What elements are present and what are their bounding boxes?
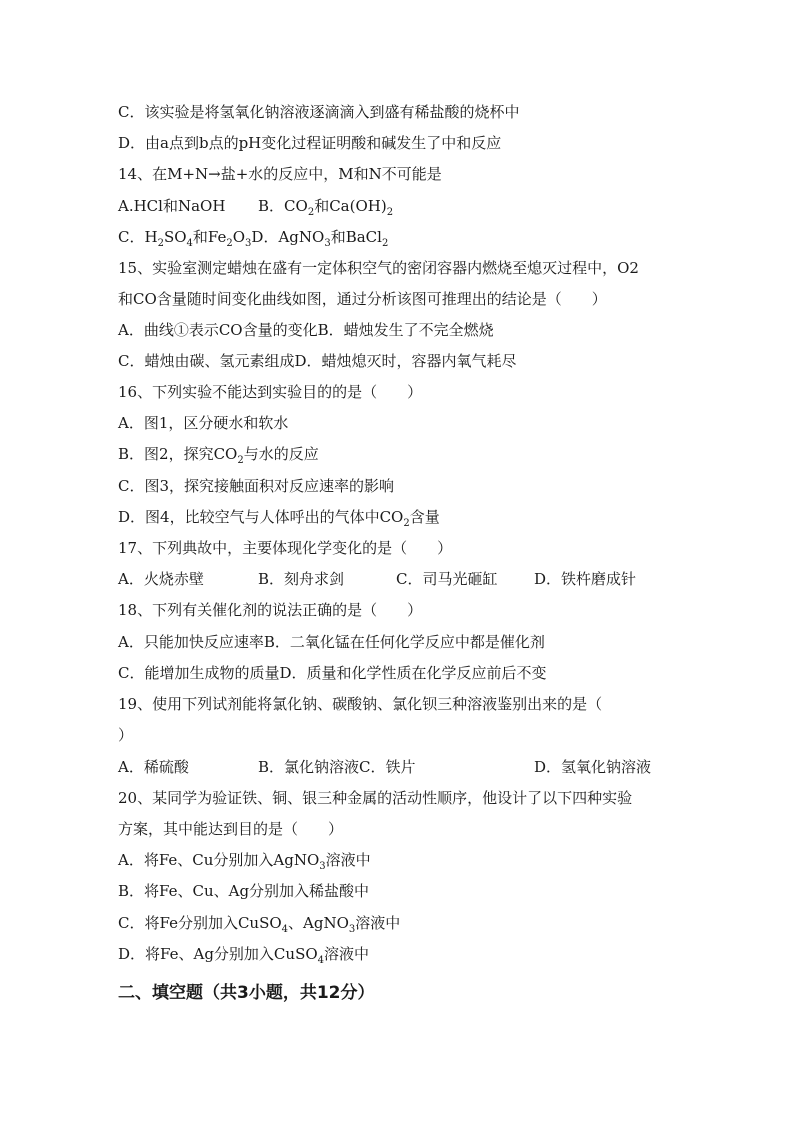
q17-option-c: C．司马光砸缸 [396, 570, 498, 588]
q17-option-a: A．火烧赤壁 [118, 570, 204, 588]
q16-stem: 16、下列实验不能达到实验目的的是（ ） [118, 383, 423, 401]
section-title-fill-in: 二、填空题（共3小题，共12分） [118, 983, 375, 1003]
q14-option-c: C．$H_2SO_4$和$Fe_2O_3$ [118, 228, 252, 249]
q18-stem: 18、下列有关催化剂的说法正确的是（ ） [118, 601, 423, 619]
q20-option-a: A．将Fe、Cu分别加入AgNO$_3$溶液中 [118, 851, 371, 872]
q13-option-c: C．该实验是将氢氧化钠溶液逐滴滴入到盛有稀盐酸的烧杯中 [118, 103, 520, 121]
q14-options-cd [118, 227, 388, 247]
q13-option-d: D．由a点到b点的pH变化过程证明酸和碱发生了中和反应 [118, 134, 502, 152]
q16-option-a: A．图1，区分硬水和软水 [118, 414, 289, 432]
q19-stem-line1: 19、使用下列试剂能将氯化钠、碳酸钠、氯化钡三种溶液鉴别出来的是（ [118, 695, 603, 713]
q14-option-a: A.HCl和NaOH [118, 197, 226, 215]
q14-option-d: D．AgNO$_3$和BaCl$_2$ [251, 228, 389, 249]
q15-options-ab: A．曲线①表示CO含量的变化B．蜡烛发生了不完全燃烧 [118, 321, 494, 339]
q20-option-c: C．将Fe分别加入CuSO$_4$、AgNO$_3$溶液中 [118, 914, 401, 935]
q15-stem-line2: 和CO含量随时间变化曲线如图，通过分析该图可推理出的结论是（ ） [118, 290, 607, 308]
q18-options-cd: C．能增加生成物的质量D．质量和化学性质在化学反应前后不变 [118, 664, 547, 682]
q15-stem-line1: 15、实验室测定蜡烛在盛有一定体积空气的密闭容器内燃烧至熄灭过程中，O2 [118, 259, 639, 277]
q20-stem-line2: 方案，其中能达到目的是（ ） [118, 820, 344, 838]
q14-option-b: B．$CO_2$和$Ca(OH)_2$ [258, 197, 394, 218]
q19-option-a: A．稀硫酸 [118, 758, 189, 776]
q17-stem: 17、下列典故中，主要体现化学变化的是（ ） [118, 539, 453, 557]
q20-option-b: B．将Fe、Cu、Ag分别加入稀盐酸中 [118, 882, 370, 900]
q15-options-cd: C．蜡烛由碳、氢元素组成D．蜡烛熄灭时，容器内氧气耗尽 [118, 352, 517, 370]
q19-option-bc: B．氯化钠溶液C．铁片 [258, 758, 416, 776]
q19-option-d: D．氢氧化钠溶液 [534, 758, 652, 776]
q20-option-d: D．将Fe、Ag分别加入CuSO$_4$溶液中 [118, 945, 370, 966]
q17-option-d: D．铁杵磨成针 [534, 570, 637, 588]
q14-stem: 14、在M+N→盐+水的反应中，M和N不可能是 [118, 165, 442, 183]
q20-stem-line1: 20、某同学为验证铁、铜、银三种金属的活动性顺序，他设计了以下四种实验 [118, 789, 633, 807]
q16-option-d: D．图4，比较空气与人体呼出的气体中$CO_2$含量 [118, 508, 440, 529]
q17-option-b: B．刻舟求剑 [258, 570, 345, 588]
q16-option-c: C．图3，探究接触面积对反应速率的影响 [118, 477, 395, 495]
q16-option-b: B．图2，探究$CO_2$与水的反应 [118, 445, 319, 466]
q18-options-ab: A．只能加快反应速率B．二氧化锰在任何化学反应中都是催化剂 [118, 633, 545, 651]
q19-stem-line2: ） [118, 726, 134, 744]
